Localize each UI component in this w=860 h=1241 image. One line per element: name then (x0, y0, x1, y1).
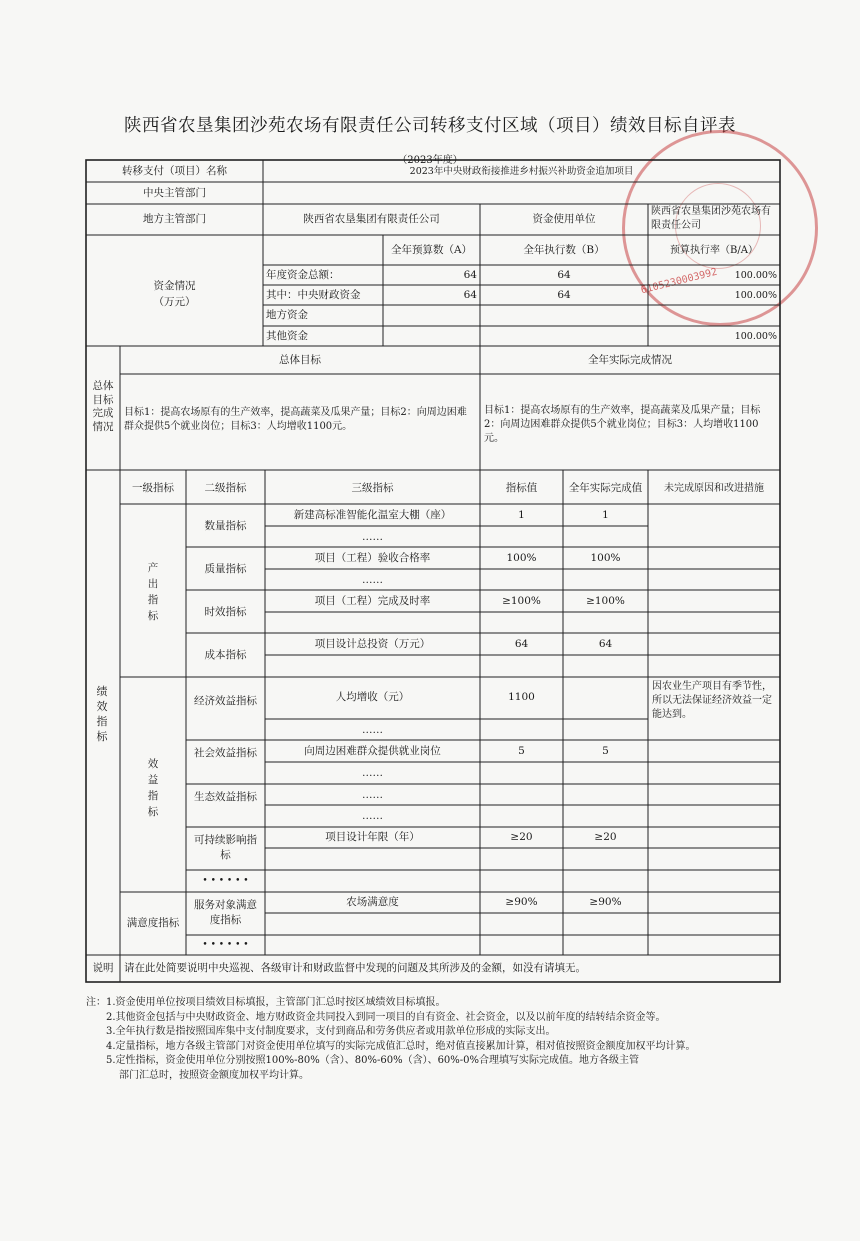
goals-overall-header: 总体目标 (279, 354, 321, 366)
footnote-1: 注：1.资金使用单位按项目绩效目标填报，主管部门汇总时按区域绩效目标填报。 (86, 997, 446, 1008)
perf-satisfaction-dots: • • • • • • (202, 940, 249, 950)
perf-sustainable-l3: 项目设计年限（年） (325, 831, 420, 843)
perf-social-value: 5 (518, 745, 525, 757)
funds-row-other-label: 其他资金 (266, 330, 308, 342)
fund-unit-value: 陕西省农垦集团沙苑农场有限责任公司 (651, 206, 771, 231)
perf-quality-dots: …… (362, 574, 383, 586)
footnotes (86, 996, 806, 1083)
local-dept-value: 陕西省农垦集团有限责任公司 (303, 213, 440, 225)
project-name-value: 2023年中央财政衔接推进乡村振兴补助资金追加项目 (409, 166, 634, 177)
official-seal-number: 6105230003992 (639, 266, 719, 297)
goals-overall-text: 目标1：提高农场原有的生产效率，提高蔬菜及瓜果产量；目标2：向周边困难群众提供5个就业岗位；目标3：人均增收1100元。 (124, 407, 467, 432)
footnote-4: 4.定量指标，地方各级主管部门对资金使用单位填写的实际完成值汇总时，绝对值直接累加计算，相对值按照资金额度加权平均计算。 (106, 1040, 696, 1052)
local-dept-label: 地方主管部门 (143, 213, 206, 225)
goals-side-label: 总体目标完成情况 (92, 380, 114, 433)
perf-social-dots: …… (362, 767, 383, 779)
perf-economic-label: 经济效益指标 (194, 695, 257, 707)
funds-row-other-rate: 100.00% (734, 331, 777, 342)
perf-header-reason: 未完成原因和改进措施 (664, 483, 764, 494)
fund-unit-label: 资金使用单位 (532, 213, 596, 225)
perf-ecological-dots-2: …… (362, 810, 383, 822)
funds-row-total-b: 64 (557, 269, 571, 281)
perf-economic-l3: 人均增收（元） (335, 691, 410, 703)
funds-row-total-a: 64 (463, 269, 477, 281)
perf-output-label: 产出指标 (147, 562, 159, 622)
perf-social-actual: 5 (602, 745, 609, 757)
funds-row-central-b: 64 (557, 289, 571, 301)
perf-economic-value: 1100 (508, 691, 535, 703)
perf-service-l3: 农场满意度 (346, 896, 399, 908)
perf-cost-l3: 项目设计总投资（万元） (314, 638, 431, 650)
perf-satisfaction-label: 满意度指标 (126, 917, 180, 929)
perf-quality-value: 100% (506, 552, 537, 564)
funds-label: 资金情况 （万元） (153, 280, 196, 308)
perf-header-l2: 二级指标 (204, 482, 247, 494)
perf-sustainable-value: ≥20 (510, 831, 533, 843)
footnote-3: 3.全年执行数是指按照国库集中支付制度要求，支付到商品和劳务供应者或用款单位形成的实际支出。 (106, 1026, 556, 1037)
central-dept-label: 中央主管部门 (143, 187, 206, 199)
perf-quantity-label: 数量指标 (204, 520, 247, 532)
perf-cost-value: 64 (514, 638, 529, 650)
document-year: （2023年度） (397, 155, 463, 166)
perf-timeliness-label: 时效指标 (204, 606, 247, 618)
perf-service-label: 服务对象满意度指标 (194, 899, 257, 926)
perf-quality-actual: 100% (590, 552, 621, 564)
perf-social-l3: 向周边困难群众提供就业岗位 (304, 745, 441, 757)
perf-timeliness-actual: ≥100% (586, 595, 625, 607)
perf-benefit-dots: • • • • • • (202, 876, 249, 886)
remark-label: 说明 (92, 962, 114, 974)
perf-quantity-value: 1 (518, 509, 525, 521)
perf-timeliness-l3: 项目（工程）完成及时率 (314, 595, 431, 607)
perf-service-value: ≥90% (505, 896, 538, 908)
perf-header-l1: 一级指标 (132, 482, 174, 494)
perf-header-value: 指标值 (505, 482, 538, 494)
perf-economic-dots: …… (362, 724, 383, 736)
perf-quantity-l3: 新建高标准智能化温室大棚（座） (293, 509, 452, 521)
footnote-2: 2.其他资金包括与中央财政资金、地方财政资金共同投入到同一项目的自有资金、社会资金，以及以前年度的结转结余资金等。 (106, 1011, 666, 1023)
goals-actual-text: 目标1：提高农场原有的生产效率，提高蔬菜及瓜果产量；目标2：向周边困难群众提供5个就业岗位；目标3：人均增收1100元。 (484, 405, 761, 444)
funds-row-total-rate: 100.00% (734, 270, 777, 281)
perf-header-actual: 全年实际完成值 (568, 482, 643, 494)
goals-actual-header: 全年实际完成情况 (588, 354, 672, 366)
perf-quality-label: 质量指标 (204, 563, 247, 575)
perf-sustainable-label: 可持续影响指标 (194, 834, 257, 861)
perf-economic-reason: 因农业生产项目有季节性，所以无法保证经济效益一定能达到。 (652, 681, 772, 720)
perf-quality-l3: 项目（工程）验收合格率 (314, 552, 431, 564)
funds-row-central-a: 64 (463, 289, 477, 301)
perf-side-label: 绩效指标 (96, 685, 108, 743)
funds-row-local-label: 地方资金 (266, 309, 308, 321)
funds-row-central-label: 其中：中央财政资金 (266, 289, 361, 301)
perf-quantity-dots: …… (362, 531, 383, 543)
perf-cost-actual: 64 (598, 638, 613, 650)
perf-service-actual: ≥90% (589, 896, 622, 908)
funds-col-rate: 预算执行率（B/A） (670, 245, 758, 256)
perf-timeliness-value: ≥100% (502, 595, 541, 607)
funds-col-a: 全年预算数（A） (390, 244, 473, 256)
perf-sustainable-actual: ≥20 (594, 831, 617, 843)
perf-ecological-dots-1: …… (362, 789, 383, 801)
perf-ecological-label: 生态效益指标 (194, 791, 257, 803)
remark-text: 请在此处简要说明中央巡视、各级审计和财政监督中发现的问题及其所涉及的金额，如没有请填无。 (124, 962, 586, 974)
perf-header-l3: 三级指标 (351, 482, 394, 494)
footnote-5: 5.定性指标，资金使用单位分别按照100%-80%（含）、80%-60%（含）、60%-0%合理填写实际完成值。地方各级主管 (106, 1055, 640, 1066)
perf-benefit-label: 效益指标 (147, 758, 159, 818)
funds-col-b: 全年执行数（B） (523, 244, 605, 256)
funds-row-total-label: 年度资金总额： (266, 269, 340, 281)
footnote-5-cont: 部门汇总时，按照资金额度加权平均计算。 (119, 1069, 309, 1081)
funds-row-central-rate: 100.00% (734, 290, 777, 301)
perf-social-label: 社会效益指标 (194, 747, 257, 759)
project-name-label: 转移支付（项目）名称 (122, 165, 227, 177)
document-title: 陕西省农垦集团沙苑农场有限责任公司转移支付区域（项目）绩效目标自评表 (124, 116, 736, 136)
perf-quantity-actual: 1 (602, 509, 609, 521)
perf-cost-label: 成本指标 (204, 649, 247, 661)
